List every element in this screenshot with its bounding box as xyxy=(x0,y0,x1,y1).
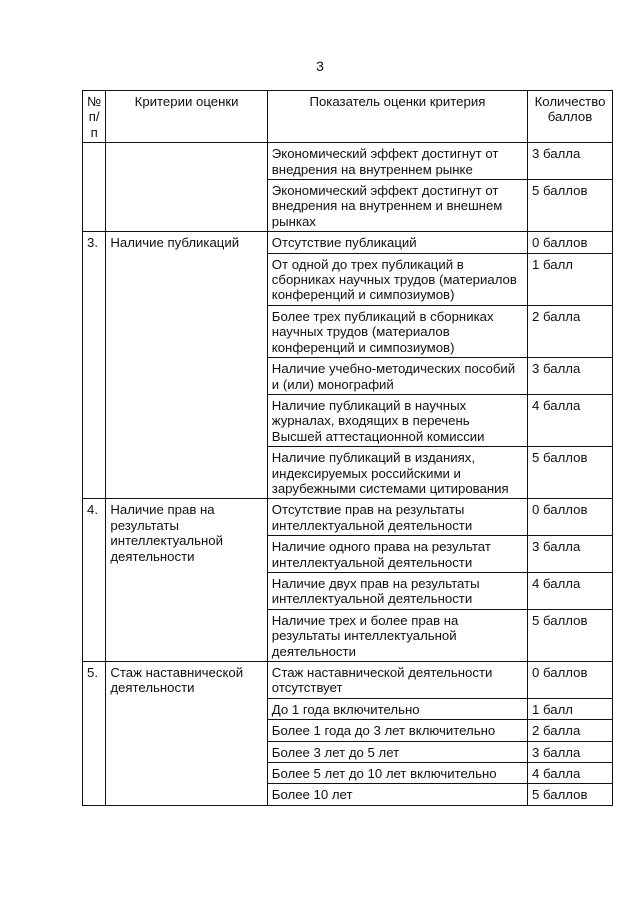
indicator-cell: Отсутствие публикаций xyxy=(267,232,527,253)
header-points xyxy=(528,91,613,143)
points-cell: 3 балла xyxy=(528,358,613,395)
header-row xyxy=(83,91,613,143)
indicator-cell: Более трех публикаций в сборниках научных трудов (материалов конференций и симпозиумов) xyxy=(267,305,527,357)
points-cell: 3 балла xyxy=(528,143,613,180)
points-cell: 3 балла xyxy=(528,741,613,762)
points-cell: 1 балл xyxy=(528,253,613,305)
row-number: 3. xyxy=(83,232,106,499)
points-cell: 1 балл xyxy=(528,698,613,719)
indicator-cell: Наличие трех и более прав на результаты интеллектуальной деятельности xyxy=(267,609,527,661)
criterion-cell: Стаж наставнической деятельности xyxy=(106,662,267,806)
indicator-cell: Отсутствие прав на результаты интеллектуальной деятельности xyxy=(267,499,527,536)
criterion-cell: Наличие публикаций xyxy=(106,232,267,499)
table-header xyxy=(83,91,613,143)
table-row xyxy=(83,662,613,699)
header-num-text: № п/п xyxy=(87,94,102,140)
points-cell: 4 балла xyxy=(528,572,613,609)
row-number: 4. xyxy=(83,499,106,662)
indicator-cell: Экономический эффект достигнут от внедрения на внутреннем рынке xyxy=(267,143,527,180)
points-cell: 5 баллов xyxy=(528,609,613,661)
indicator-cell: Наличие одного права на результат интеллектуальной деятельности xyxy=(267,536,527,573)
indicator-cell: Более 3 лет до 5 лет xyxy=(267,741,527,762)
table-body xyxy=(83,143,613,806)
indicator-cell: Наличие двух прав на результаты интеллектуальной деятельности xyxy=(267,572,527,609)
criteria-table xyxy=(82,90,613,806)
indicator-cell: Более 10 лет xyxy=(267,784,527,805)
table-row xyxy=(83,232,613,253)
indicator-cell: Экономический эффект достигнут от внедрения на внутреннем и внешнем рынках xyxy=(267,180,527,232)
header-criterion xyxy=(106,91,267,143)
indicator-cell: Наличие публикаций в изданиях, индексируемых российскими и зарубежными системами цитирования xyxy=(267,447,527,499)
indicator-cell: От одной до трех публикаций в сборниках научных трудов (материалов конференций и симпозиумов) xyxy=(267,253,527,305)
criterion-cell: Наличие прав на результаты интеллектуальной деятельности xyxy=(106,499,267,662)
table-row xyxy=(83,143,613,180)
row-number: 5. xyxy=(83,662,106,806)
indicator-cell: Более 5 лет до 10 лет включительно xyxy=(267,763,527,784)
points-cell: 2 балла xyxy=(528,305,613,357)
points-cell: 4 балла xyxy=(528,394,613,446)
header-indicator xyxy=(267,91,527,143)
page-number: 3 xyxy=(316,58,324,74)
header-num xyxy=(83,91,106,143)
points-cell: 0 баллов xyxy=(528,662,613,699)
points-cell: 4 балла xyxy=(528,763,613,784)
indicator-cell: До 1 года включительно xyxy=(267,698,527,719)
header-indicator-text: Показатель оценки критерия xyxy=(309,94,486,109)
points-cell: 0 баллов xyxy=(528,499,613,536)
header-points-text: Количество баллов xyxy=(534,94,606,125)
indicator-cell: Стаж наставнической деятельности отсутствует xyxy=(267,662,527,699)
points-cell: 0 баллов xyxy=(528,232,613,253)
header-criterion-text: Критерии оценки xyxy=(134,94,239,109)
points-cell: 2 балла xyxy=(528,720,613,741)
points-cell: 5 баллов xyxy=(528,447,613,499)
row-number xyxy=(83,143,106,232)
table-row xyxy=(83,499,613,536)
indicator-cell: Наличие публикаций в научных журналах, входящих в перечень Высшей аттестационной комиссии xyxy=(267,394,527,446)
points-cell: 3 балла xyxy=(528,536,613,573)
criterion-cell xyxy=(106,143,267,232)
indicator-cell: Наличие учебно-методических пособий и (или) монографий xyxy=(267,358,527,395)
points-cell: 5 баллов xyxy=(528,784,613,805)
indicator-cell: Более 1 года до 3 лет включительно xyxy=(267,720,527,741)
points-cell: 5 баллов xyxy=(528,180,613,232)
